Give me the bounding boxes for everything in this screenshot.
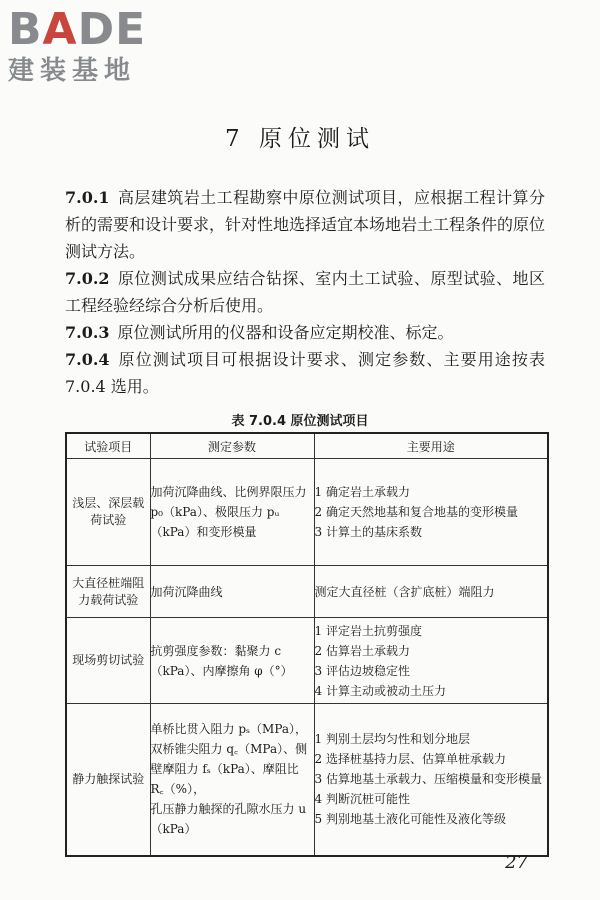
clause-text: 原位测试成果应结合钻探、室内土工试验、原型试验、地区工程经验经综合分析后使用。	[65, 269, 545, 315]
use-line: 1 评定岩土抗剪强度	[314, 623, 422, 638]
parameter-cell: 加荷沉降曲线	[150, 566, 314, 618]
table-row	[66, 566, 548, 618]
parameter-line: 孔压静力触探的孔隙水压力 u（kPa）	[150, 802, 307, 837]
parameter-cell: 抗剪强度参数：黏聚力 c（kPa）、内摩擦角 φ（°）	[150, 618, 314, 704]
use-cell	[314, 618, 548, 704]
test-item-cell: 静力触探试验	[66, 704, 150, 856]
page-number: 27	[505, 852, 528, 873]
clause-number: 7.0.2	[65, 269, 110, 288]
clause-7-0-3	[65, 319, 545, 346]
clause-7-0-4	[65, 346, 545, 400]
table-row	[66, 704, 548, 856]
logo-brand: BADE	[8, 4, 147, 55]
test-item-cell: 大直径桩端阻力载荷试验	[66, 566, 150, 618]
use-cell	[314, 459, 548, 566]
clause-number: 7.0.1	[65, 188, 110, 207]
table-header-row	[66, 433, 548, 459]
use-line: 2 估算岩土承载力	[314, 643, 410, 658]
use-line: 4 判断沉桩可能性	[314, 792, 410, 807]
test-item-cell: 现场剪切试验	[66, 618, 150, 704]
use-line: 4 计算主动或被动土压力	[314, 683, 446, 698]
table-row	[66, 459, 548, 566]
clause-text: 原位测试项目可根据设计要求、测定参数、主要用途按表 7.0.4 选用。	[65, 350, 545, 396]
use-cell	[314, 704, 548, 856]
use-line: 2 选择桩基持力层、估算单桩承载力	[314, 752, 506, 767]
clause-number: 7.0.3	[65, 323, 110, 342]
logo	[8, 6, 178, 86]
test-items-table	[65, 432, 549, 857]
use-line: 5 判别地基土液化可能性及液化等级	[314, 812, 506, 827]
parameter-cell	[150, 704, 314, 856]
clause-text: 原位测试所用的仪器和设备应定期校准、标定。	[117, 323, 454, 342]
use-line: 3 评估边坡稳定性	[314, 663, 410, 678]
clause-text: 高层建筑岩土工程勘察中原位测试项目，应根据工程计算分析的需要和设计要求，针对性地选择适宜本场地岩土工程条件的原位测试方法。	[65, 188, 546, 261]
test-item-cell: 浅层、深层载荷试验	[66, 459, 150, 566]
header-test-item: 试验项目	[66, 433, 150, 459]
parameter-line: 双桥锥尖阻力 q꜀（MPa）、侧壁摩阻力 fₛ（kPa）、摩阻比 R꜀（%），	[150, 742, 308, 797]
header-main-uses: 主要用途	[314, 433, 548, 459]
logo-subtitle: 建装基地	[8, 56, 137, 86]
use-line: 1 确定岩土承载力	[314, 485, 410, 499]
use-line: 测定大直径桩（含扩底桩）端阻力	[314, 584, 495, 599]
table-row	[66, 618, 548, 704]
use-line: 3 计算土的基床系数	[314, 525, 422, 539]
header-parameters: 测定参数	[150, 433, 314, 459]
use-line: 1 判别土层均匀性和划分地层	[314, 732, 470, 747]
clause-list	[65, 184, 545, 400]
use-cell	[314, 566, 548, 618]
use-line: 3 估算地基土承载力、压缩模量和变形模量	[314, 772, 542, 787]
clause-number: 7.0.4	[65, 350, 110, 369]
parameter-cell: 加荷沉降曲线、比例界限压力 p₀（kPa）、极限压力 pᵤ（kPa）和变形模量	[150, 459, 314, 566]
use-line: 2 确定天然地基和复合地基的变形模量	[314, 505, 518, 519]
table-caption: 表 7.0.4 原位测试项目	[231, 414, 369, 429]
parameter-line: 单桥比贯入阻力 pₛ（MPa），	[150, 722, 308, 737]
clause-7-0-2	[65, 265, 545, 319]
chapter-title: 7 原位测试	[225, 126, 375, 152]
clause-7-0-1	[65, 184, 545, 265]
